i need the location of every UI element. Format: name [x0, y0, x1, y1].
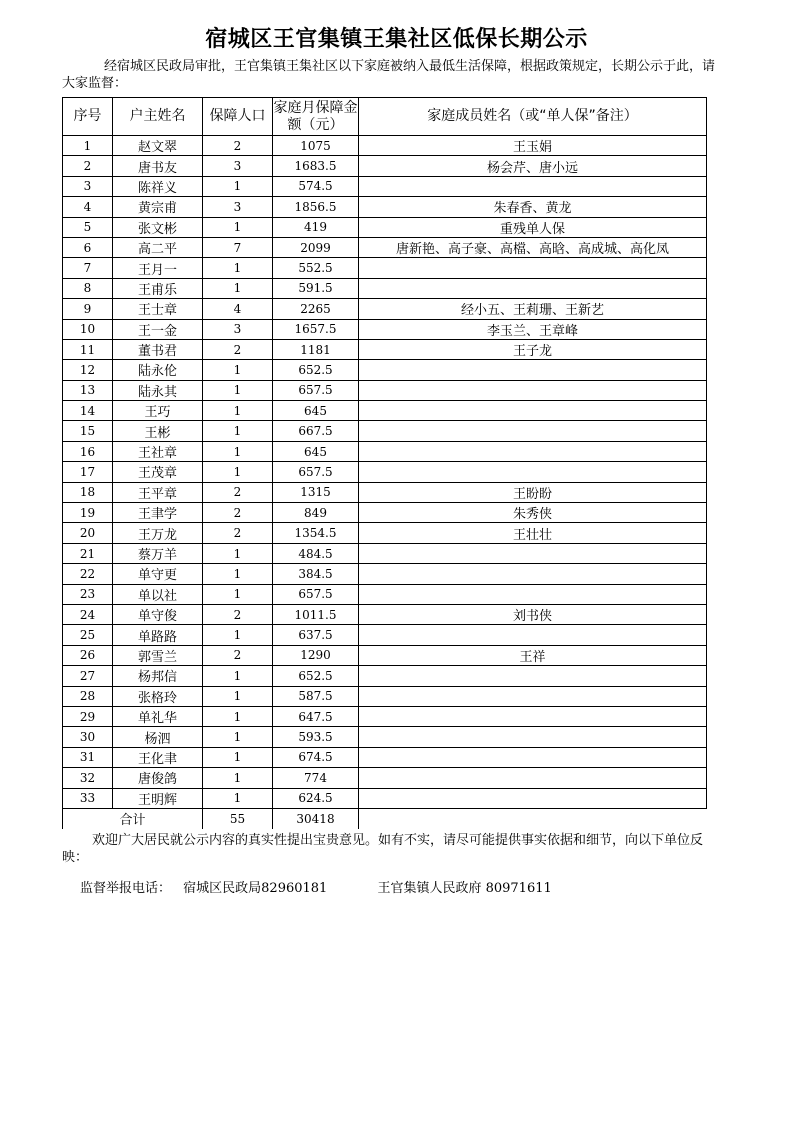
- row-number: 12: [63, 360, 113, 380]
- table-row: [63, 706, 707, 726]
- monthly-amount: 484.5: [273, 543, 359, 563]
- table-row: [63, 564, 707, 584]
- total-amount: 30418: [273, 808, 359, 828]
- head-of-household: 赵文翠: [113, 136, 203, 156]
- family-members: [359, 176, 707, 196]
- monthly-amount: 593.5: [273, 727, 359, 747]
- covered-population: 1: [203, 543, 273, 563]
- table-row: [63, 645, 707, 665]
- family-members: [359, 686, 707, 706]
- row-number: 19: [63, 503, 113, 523]
- row-number: 30: [63, 727, 113, 747]
- head-of-household: 郭雪兰: [113, 645, 203, 665]
- monthly-amount: 591.5: [273, 278, 359, 298]
- table-row: [63, 686, 707, 706]
- table-row: [63, 584, 707, 604]
- row-number: 3: [63, 176, 113, 196]
- family-members: [359, 360, 707, 380]
- head-of-household: 陆永其: [113, 380, 203, 400]
- row-number: 21: [63, 543, 113, 563]
- table-row: [63, 278, 707, 298]
- table-header-row: [63, 98, 707, 136]
- table-row: [63, 339, 707, 359]
- family-members: 朱春香、黄龙: [359, 197, 707, 217]
- covered-population: 1: [203, 380, 273, 400]
- monthly-amount: 587.5: [273, 686, 359, 706]
- row-number: 29: [63, 706, 113, 726]
- covered-population: 1: [203, 686, 273, 706]
- family-members: [359, 625, 707, 645]
- head-of-household: 王甫乐: [113, 278, 203, 298]
- covered-population: 3: [203, 197, 273, 217]
- table-body: [63, 136, 707, 809]
- header-members: 家庭成员姓名（或“单人保”备注）: [359, 98, 707, 136]
- monthly-amount: 652.5: [273, 360, 359, 380]
- table-row: [63, 156, 707, 176]
- row-number: 26: [63, 645, 113, 665]
- head-of-household: 王社章: [113, 441, 203, 461]
- table-row: [63, 421, 707, 441]
- monthly-amount: 657.5: [273, 584, 359, 604]
- row-number: 32: [63, 768, 113, 788]
- monthly-amount: 624.5: [273, 788, 359, 808]
- head-of-household: 王明辉: [113, 788, 203, 808]
- monthly-amount: 1315: [273, 482, 359, 502]
- head-of-household: 陈祥义: [113, 176, 203, 196]
- table-row: [63, 768, 707, 788]
- page-title: 宿城区王官集镇王集社区低保长期公示: [205, 27, 588, 52]
- family-members: [359, 706, 707, 726]
- row-number: 33: [63, 788, 113, 808]
- family-members: 王祥: [359, 645, 707, 665]
- table-row: [63, 258, 707, 278]
- covered-population: 3: [203, 156, 273, 176]
- head-of-household: 董书君: [113, 339, 203, 359]
- monthly-amount: 1856.5: [273, 197, 359, 217]
- hotline-civil-affairs: 宿城区民政局82960181: [183, 881, 328, 896]
- row-number: 25: [63, 625, 113, 645]
- head-of-household: 黄宗甫: [113, 197, 203, 217]
- monthly-amount: 419: [273, 217, 359, 237]
- monthly-amount: 1290: [273, 645, 359, 665]
- covered-population: 1: [203, 217, 273, 237]
- covered-population: 2: [203, 523, 273, 543]
- monthly-amount: 657.5: [273, 380, 359, 400]
- monthly-amount: 637.5: [273, 625, 359, 645]
- table-row: [63, 666, 707, 686]
- covered-population: 3: [203, 319, 273, 339]
- head-of-household: 唐书友: [113, 156, 203, 176]
- head-of-household: 王士章: [113, 299, 203, 319]
- covered-population: 2: [203, 503, 273, 523]
- head-of-household: 蔡万羊: [113, 543, 203, 563]
- row-number: 15: [63, 421, 113, 441]
- family-members: [359, 543, 707, 563]
- covered-population: 2: [203, 604, 273, 624]
- head-of-household: 王一金: [113, 319, 203, 339]
- monthly-amount: 1354.5: [273, 523, 359, 543]
- family-members: [359, 666, 707, 686]
- head-of-household: 张格玲: [113, 686, 203, 706]
- table-row: [63, 217, 707, 237]
- table-row: [63, 747, 707, 767]
- covered-population: 1: [203, 584, 273, 604]
- monthly-amount: 652.5: [273, 666, 359, 686]
- header-no: 序号: [63, 98, 113, 136]
- monthly-amount: 645: [273, 401, 359, 421]
- monthly-amount: 1011.5: [273, 604, 359, 624]
- family-members: [359, 462, 707, 482]
- row-number: 20: [63, 523, 113, 543]
- covered-population: 4: [203, 299, 273, 319]
- table-row: [63, 380, 707, 400]
- family-members: [359, 564, 707, 584]
- hotline-line: [80, 877, 552, 896]
- family-members: [359, 727, 707, 747]
- header-name: 户主姓名: [113, 98, 203, 136]
- head-of-household: 王化聿: [113, 747, 203, 767]
- row-number: 1: [63, 136, 113, 156]
- covered-population: 1: [203, 768, 273, 788]
- table-row: [63, 543, 707, 563]
- intro-paragraph: 经宿城区民政局审批，王官集镇王集社区以下家庭被纳入最低生活保障，根据政策规定，长期公示于此，请大家监督：: [62, 59, 716, 91]
- monthly-amount: 574.5: [273, 176, 359, 196]
- covered-population: 1: [203, 360, 273, 380]
- table-row: [63, 441, 707, 461]
- table-row: [63, 136, 707, 156]
- family-members: 王子龙: [359, 339, 707, 359]
- family-members: 王壮壮: [359, 523, 707, 543]
- head-of-household: 王聿学: [113, 503, 203, 523]
- head-of-household: 王平章: [113, 482, 203, 502]
- row-number: 2: [63, 156, 113, 176]
- monthly-amount: 384.5: [273, 564, 359, 584]
- covered-population: 1: [203, 421, 273, 441]
- monthly-amount: 657.5: [273, 462, 359, 482]
- covered-population: 2: [203, 136, 273, 156]
- head-of-household: 王彬: [113, 421, 203, 441]
- covered-population: 1: [203, 278, 273, 298]
- table-row: [63, 482, 707, 502]
- family-members: 刘书侠: [359, 604, 707, 624]
- family-members: [359, 441, 707, 461]
- subsidy-table: [62, 97, 707, 829]
- hotline-label: 监督举报电话：: [80, 881, 172, 896]
- family-members: 杨会芹、唐小远: [359, 156, 707, 176]
- covered-population: 1: [203, 462, 273, 482]
- row-number: 27: [63, 666, 113, 686]
- monthly-amount: 674.5: [273, 747, 359, 767]
- covered-population: 2: [203, 482, 273, 502]
- head-of-household: 王月一: [113, 258, 203, 278]
- row-number: 6: [63, 237, 113, 257]
- head-of-household: 陆永伦: [113, 360, 203, 380]
- covered-population: 1: [203, 441, 273, 461]
- head-of-household: 高二平: [113, 237, 203, 257]
- monthly-amount: 552.5: [273, 258, 359, 278]
- table-row: [63, 462, 707, 482]
- head-of-household: 单礼华: [113, 706, 203, 726]
- table-row: [63, 503, 707, 523]
- feedback-paragraph: 欢迎广大居民就公示内容的真实性提出宝贵意见。如有不实，请尽可能提供事实依据和细节，向以下单位反映：: [62, 833, 704, 865]
- monthly-amount: 667.5: [273, 421, 359, 441]
- total-members-empty: [359, 808, 707, 828]
- table-row: [63, 625, 707, 645]
- family-members: [359, 278, 707, 298]
- table-row: [63, 237, 707, 257]
- covered-population: 1: [203, 666, 273, 686]
- monthly-amount: 2265: [273, 299, 359, 319]
- table-row: [63, 360, 707, 380]
- row-number: 11: [63, 339, 113, 359]
- row-number: 4: [63, 197, 113, 217]
- family-members: [359, 421, 707, 441]
- row-number: 9: [63, 299, 113, 319]
- table-row: [63, 299, 707, 319]
- family-members: 重残单人保: [359, 217, 707, 237]
- table-row: [63, 319, 707, 339]
- row-number: 8: [63, 278, 113, 298]
- row-number: 24: [63, 604, 113, 624]
- covered-population: 1: [203, 564, 273, 584]
- row-number: 16: [63, 441, 113, 461]
- monthly-amount: 1075: [273, 136, 359, 156]
- family-members: [359, 258, 707, 278]
- head-of-household: 王巧: [113, 401, 203, 421]
- covered-population: 2: [203, 645, 273, 665]
- covered-population: 7: [203, 237, 273, 257]
- family-members: 王玉娟: [359, 136, 707, 156]
- covered-population: 1: [203, 788, 273, 808]
- head-of-household: 单以社: [113, 584, 203, 604]
- table-row: [63, 727, 707, 747]
- row-number: 17: [63, 462, 113, 482]
- head-of-household: 单路路: [113, 625, 203, 645]
- row-number: 18: [63, 482, 113, 502]
- header-population: 保障人口: [203, 98, 273, 136]
- family-members: 李玉兰、王章峰: [359, 319, 707, 339]
- head-of-household: 唐俊鸽: [113, 768, 203, 788]
- monthly-amount: 774: [273, 768, 359, 788]
- row-number: 23: [63, 584, 113, 604]
- head-of-household: 杨泗: [113, 727, 203, 747]
- covered-population: 1: [203, 625, 273, 645]
- row-number: 31: [63, 747, 113, 767]
- monthly-amount: 1683.5: [273, 156, 359, 176]
- family-members: 经小五、王莉珊、王新艺: [359, 299, 707, 319]
- row-number: 7: [63, 258, 113, 278]
- table-row: [63, 401, 707, 421]
- head-of-household: 王茂章: [113, 462, 203, 482]
- head-of-household: 单守更: [113, 564, 203, 584]
- family-members: [359, 788, 707, 808]
- row-number: 14: [63, 401, 113, 421]
- table-row: [63, 604, 707, 624]
- monthly-amount: 849: [273, 503, 359, 523]
- monthly-amount: 1657.5: [273, 319, 359, 339]
- monthly-amount: 2099: [273, 237, 359, 257]
- monthly-amount: 647.5: [273, 706, 359, 726]
- table-row: [63, 788, 707, 808]
- table-row: [63, 176, 707, 196]
- total-label: 合计: [63, 808, 203, 828]
- table-row: [63, 523, 707, 543]
- monthly-amount: 645: [273, 441, 359, 461]
- family-members: [359, 747, 707, 767]
- covered-population: 1: [203, 747, 273, 767]
- family-members: 王盼盼: [359, 482, 707, 502]
- table-row: [63, 197, 707, 217]
- family-members: [359, 401, 707, 421]
- covered-population: 1: [203, 258, 273, 278]
- covered-population: 1: [203, 176, 273, 196]
- family-members: [359, 380, 707, 400]
- covered-population: 1: [203, 706, 273, 726]
- head-of-household: 杨邦信: [113, 666, 203, 686]
- family-members: [359, 768, 707, 788]
- covered-population: 1: [203, 401, 273, 421]
- family-members: 唐新艳、高子豪、高檔、高晗、高成城、高化凤: [359, 237, 707, 257]
- row-number: 28: [63, 686, 113, 706]
- monthly-amount: 1181: [273, 339, 359, 359]
- row-number: 5: [63, 217, 113, 237]
- head-of-household: 王万龙: [113, 523, 203, 543]
- row-number: 13: [63, 380, 113, 400]
- row-number: 10: [63, 319, 113, 339]
- total-row: [63, 808, 707, 828]
- covered-population: 1: [203, 727, 273, 747]
- row-number: 22: [63, 564, 113, 584]
- head-of-household: 单守俊: [113, 604, 203, 624]
- family-members: [359, 584, 707, 604]
- total-population: 55: [203, 808, 273, 828]
- covered-population: 2: [203, 339, 273, 359]
- head-of-household: 张文彬: [113, 217, 203, 237]
- family-members: 朱秀侠: [359, 503, 707, 523]
- header-amount: 家庭月保障金额（元）: [273, 98, 359, 136]
- hotline-town-government: 王官集镇人民政府 80971611: [377, 881, 552, 896]
